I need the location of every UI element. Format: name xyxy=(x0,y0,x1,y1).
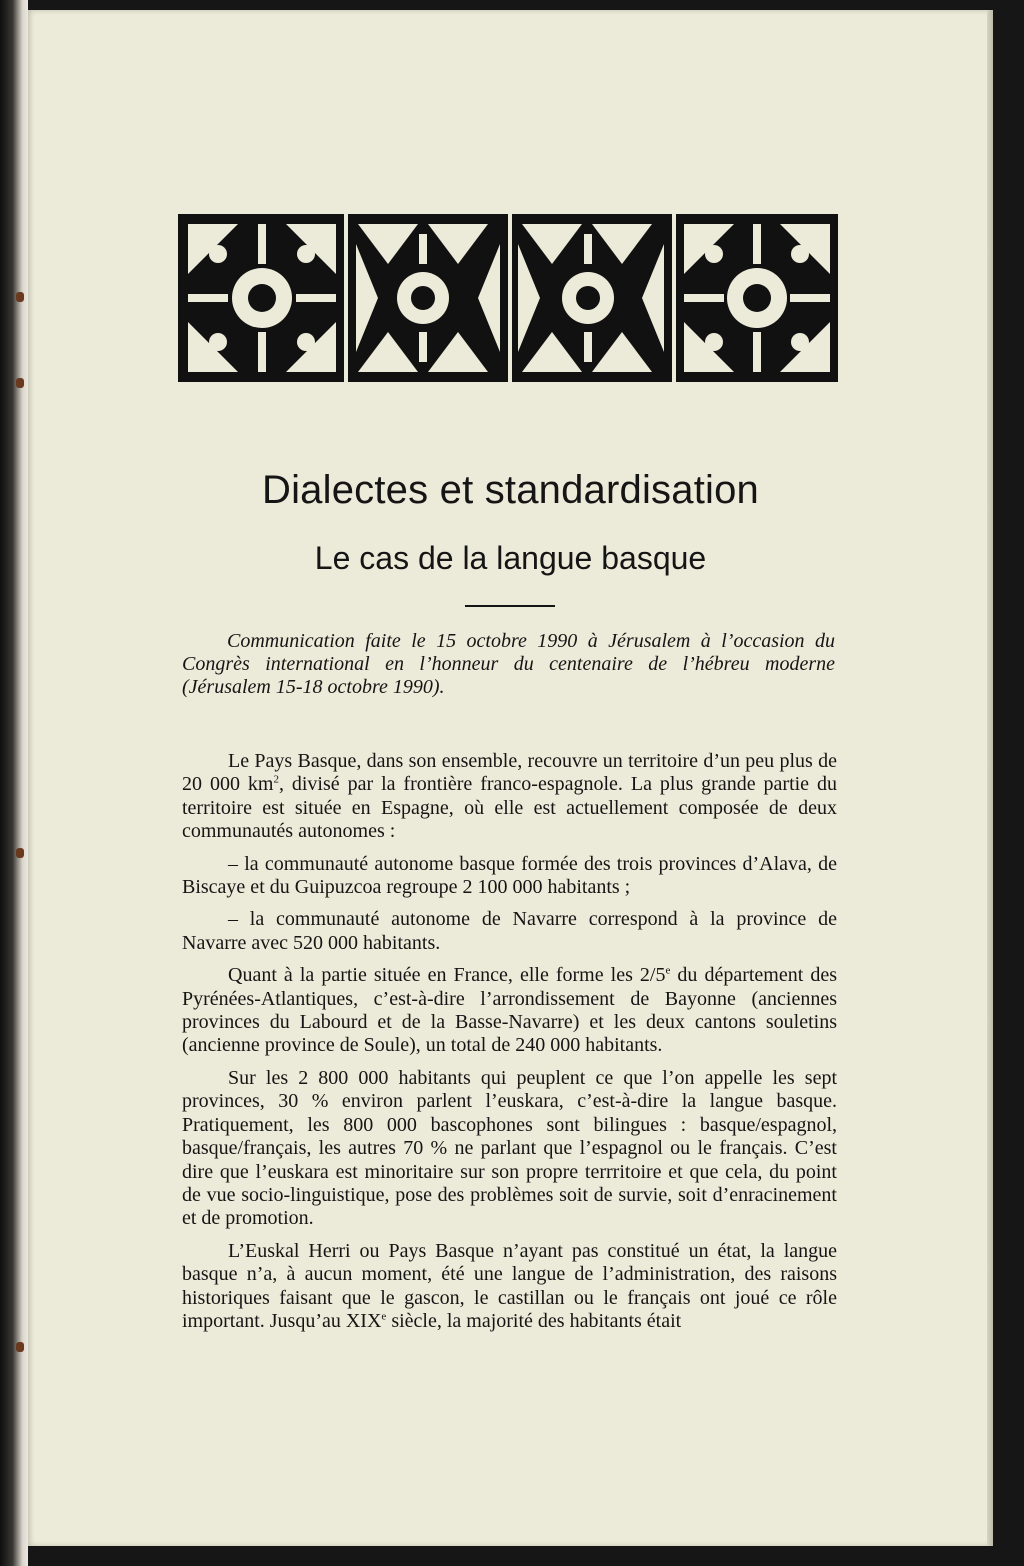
page-title: Dialectes et standardisation xyxy=(262,468,759,512)
body-text xyxy=(182,750,837,1342)
binding-stitch xyxy=(16,1342,24,1352)
title-divider xyxy=(465,605,555,607)
ornament-panel xyxy=(188,224,336,372)
paragraph: Le Pays Basque, dans son ensemble, recouvre un territoire d’un peu plus de 20 000 $km^2$, divisé par la frontière franco-espagnole. La plus grande partie du territoire est située en Espagne, où elle est actuellement composée de deux communautés autonomes : xyxy=(182,750,837,843)
paragraph: L’Euskal Herri ou Pays Basque n’ayant pas constitué un état, la langue basque n’a, à aucun moment, été une langue de l’administration, des raisons historiques faisant que le gascon, le castillan ou le français ont joué ce rôle important. Jusqu’au XIXe siècle, la majorité des habitants était xyxy=(182,1239,837,1332)
communication-note: Communication faite le 15 octobre 1990 à Jérusalem à l’occasion du Congrès international en l’honneur du centenaire de l’hébreu moderne (Jérusalem 15-18 octobre 1990). xyxy=(182,630,835,698)
binding-stitch xyxy=(16,292,24,302)
binding-stitch xyxy=(16,378,24,388)
ornament-panel xyxy=(684,224,830,372)
page-edge xyxy=(987,10,993,1546)
paragraph: Quant à la partie située en France, elle forme les 2/5e du département des Pyrénées-Atlantiques, c’est-à-dire l’arrondissement de Bayonne (anciennes provinces du Labourd et de la Basse-Navarre) et les deux cantons souletins (ancienne province de Soule), un total de 240 000 habitants. xyxy=(182,964,837,1057)
book-page xyxy=(28,10,993,1546)
page-subtitle: Le cas de la langue basque xyxy=(314,540,707,576)
paragraph: – la communauté autonome de Navarre correspond à la province de Navarre avec 520 000 habitants. xyxy=(182,908,837,954)
basque-ornament-band xyxy=(178,214,838,382)
book-spine xyxy=(0,0,28,1566)
binding-stitch xyxy=(16,848,24,858)
paragraph: – la communauté autonome basque formée des trois provinces d’Alava, de Biscaye et du Guipuzcoa regroupe 2 100 000 habitants ; xyxy=(182,852,837,899)
paragraph: Sur les 2 800 000 habitants qui peuplent ce que l’on appelle les sept provinces, 30 % environ parlent l’euskara, c’est-à-dire la langue basque. Pratiquement, les 800 000 bascophones sont bilingues : basque/espagnol, basque/français, les autres 70 % ne parlant que l’espagnol ou le français. C’est dire que l’euskara est minoritaire sur son propre terrritoire et que cela, du point de vue socio-linguistique, pose des problèmes soit de survie, soit d’enracinement et de promotion. xyxy=(182,1066,837,1230)
